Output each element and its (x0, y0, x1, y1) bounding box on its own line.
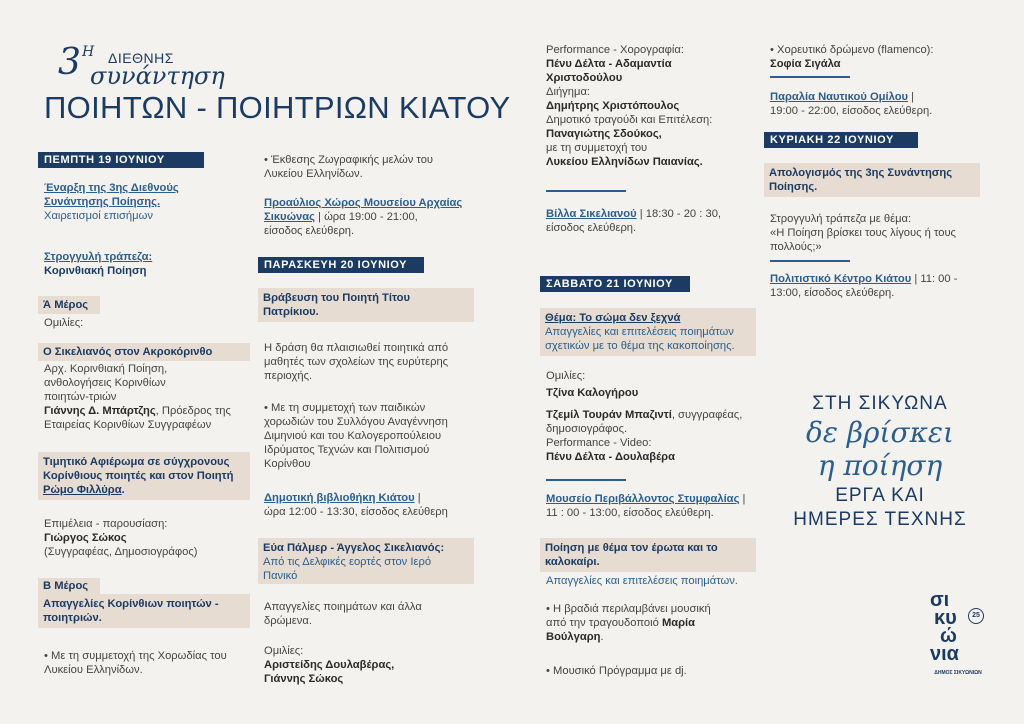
text-line: «Η Ποίηση βρίσκει τους λίγους ή τους (770, 227, 956, 239)
text-line: Performance - Video: (546, 437, 652, 449)
logo-badge (968, 608, 984, 624)
venue-name: Μουσείο Περιβάλλοντος Στυμφαλίας (546, 493, 740, 505)
logo-text: κυ (934, 607, 957, 629)
kids-choir-block (264, 401, 476, 471)
text-line: Διμηνιού και του Καλογεροπούλειου (264, 430, 442, 442)
text-line: πολλούς;» (770, 241, 822, 253)
text-line: | 18:30 - 20 : 30, (636, 208, 722, 220)
text-line: | (414, 492, 421, 504)
sikyonia-logo (928, 590, 988, 686)
part-a-box: Ά Μέρος (38, 296, 100, 314)
text-line: Θέμα: Το σώμα δεν ξεχνά (545, 312, 681, 324)
text-line: Πανικό (263, 570, 298, 582)
round-table-block (44, 250, 244, 278)
text-line: είσοδος ελεύθερη. (546, 222, 637, 234)
sunday-round-block (770, 212, 990, 254)
performer-name: Δημήτρης Χριστόπουλος (546, 100, 680, 112)
opening-title: Έναρξη της 3ης Διεθνούς Συνάντησης Ποίησης. (44, 182, 179, 208)
venue-name: Παραλία Ναυτικού Ομίλου (770, 91, 909, 103)
text-line (264, 210, 474, 224)
day-header-sunday: ΚΥΡΙΑΚΗ 22 ΙΟΥΝΙΟΥ (764, 132, 918, 148)
text-line: • Η βραδιά περιλαμβάνει μουσική (546, 603, 711, 615)
beach-block (770, 90, 990, 118)
text-line: Λυκείου Ελληνίδων. (44, 664, 143, 676)
text-line: χορωδιών του Συλλόγου Αναγέννηση (264, 416, 448, 428)
text-line: • Έκθεσης Ζωγραφικής μελών του (264, 154, 434, 166)
text-line: • Χορευτικό δρώμενο (flamenco): (770, 44, 934, 56)
divider-line (546, 479, 626, 481)
villa-block (546, 207, 758, 235)
text-line: ποιητριών. (43, 612, 102, 624)
text-line: περιοχής. (264, 370, 313, 382)
slogan-line: ΣΤΗ ΣΙΚΥΩΝΑ (812, 393, 948, 414)
divider-line (546, 190, 626, 192)
slogan-script-line: δε βρίσκει (806, 416, 954, 449)
text-line: Ποίησης. (769, 181, 818, 193)
round-table-title: Στρογγυλή τράπεζα: (44, 251, 153, 263)
venue-name: Πολιτιστικό Κέντρο Κιάτου (770, 273, 912, 285)
text-line: Απαγγελίες ποιημάτων και άλλα (264, 601, 422, 613)
text-line: Απολογισμός της 3ης Συνάντησης (769, 167, 953, 179)
text-line: καλοκαίρι. (545, 556, 600, 568)
museum-block (546, 492, 758, 520)
text-line: Κορίνθιους ποιητές και στον Ποιητή (43, 470, 234, 482)
text-line: (Συγγραφέας, Δημοσιογράφος) (44, 546, 198, 558)
text-dot: . (600, 631, 604, 643)
action-block (264, 341, 476, 383)
recitation-block (264, 600, 476, 628)
baratzis-line (44, 404, 254, 418)
text-line (546, 408, 758, 422)
text-line: Η δράση θα πλαισιωθεί ποιητικά από (264, 342, 449, 354)
text-line: Δημοτικό τραγούδι και Επιτέλεση: (546, 114, 713, 126)
text-line: 13:00, είσοδος ελεύθερη. (770, 287, 895, 299)
performer-name: Χριστοδούλου (546, 72, 623, 84)
text-line: Πατρίκιου. (263, 306, 319, 318)
text-line: | 11: 00 - (911, 273, 958, 285)
text-line: Εταιρείας Κορινθίων Συγγραφέων (44, 419, 212, 431)
speakers-block (264, 644, 476, 686)
text-line (770, 90, 990, 104)
text-line: Ομιλίες: (546, 370, 586, 382)
text-line: Επιμέλεια - παρουσίαση: (44, 518, 168, 530)
text-line: Ιδρύματος Τεχνών και Πολιτισμού (264, 444, 430, 456)
award-box (258, 288, 474, 322)
curation-block (44, 517, 254, 559)
text-line: Απαγγελίες και επιτελέσεις ποιημάτων (545, 326, 734, 338)
text-line: μαθητές των σχολείων της ευρύτερης (264, 356, 449, 368)
text-line: ανθολογήσεις Κορινθίων (44, 377, 166, 389)
text-line: , Πρόεδρος της (155, 405, 231, 417)
text-line: Απαγγελίες Κορίνθιων ποιητών - (43, 598, 219, 610)
text-line: | (908, 91, 915, 103)
text-line: | (739, 493, 746, 505)
review-box (764, 163, 980, 197)
text-line (546, 616, 758, 630)
text-line (546, 630, 758, 644)
love-box (540, 538, 756, 572)
library-block (264, 491, 476, 519)
text-line: Βράβευση του Ποιητή Τίτου (263, 292, 411, 304)
text-line (546, 492, 758, 506)
title-num: 3 (58, 42, 81, 83)
text-line: με τη συμμετοχή του (546, 142, 648, 154)
speaker-name: Τζίνα Καλογήρου (546, 387, 639, 399)
text-line (546, 207, 758, 221)
venue-name: Σικυώνας (264, 211, 315, 223)
logo-text: ώ (940, 625, 957, 647)
speaker-name: Τζεμίλ Τουράν Μπαζιντί (546, 409, 672, 421)
text-line: από την τραγουδοποιό (546, 617, 659, 629)
text-line: σχετικών με το θέμα της κακοποίησης. (545, 340, 735, 352)
text-dot: . (121, 484, 125, 496)
singer-name: Βούλγαρη (546, 631, 601, 643)
text-line (264, 491, 476, 505)
text-line: Λυκείου Ελληνίδων. (264, 168, 363, 180)
title-diethnis: ΔΙΕΘΝΗΣ (108, 50, 174, 66)
eva-box (258, 538, 474, 584)
text-line: 11 : 00 - 13:00, είσοδος ελεύθερη. (546, 507, 714, 519)
logo-text: σι (930, 589, 950, 611)
part-b-box (38, 594, 250, 628)
title-sup: Η (82, 44, 95, 60)
text-line: Ποίηση με θέμα τον έρωτα και το (545, 542, 718, 554)
venue-name: Βίλλα Σικελιανού (546, 208, 637, 220)
logo-text: νια (930, 643, 959, 665)
text-line: δρώμενα. (264, 615, 312, 627)
text-line: Διήγημα: (546, 86, 591, 98)
text-line: • Με τη συμμετοχή της Χορωδίας του (44, 650, 227, 662)
venue-name: Δημοτική βιβλιοθήκη Κιάτου (264, 492, 415, 504)
text-line: Τιμητικό Αφιέρωμα σε σύγχρονους (43, 456, 230, 468)
divider-line (770, 76, 850, 78)
round-table-sub: Κορινθιακή Ποίηση (44, 265, 147, 277)
text-line: • Με τη συμμετοχή των παιδικών (264, 402, 426, 414)
text-line: ώρα 12:00 - 13:30, είσοδος ελεύθερη (264, 506, 448, 518)
slogan-script-line: η ποίηση (817, 449, 943, 482)
badge-text: 25 (972, 612, 980, 619)
performer-name: Πένυ Δέλτα - Αδαμαντία (546, 58, 672, 70)
page-title: ΠΟΙΗΤΩΝ - ΠΟΙΗΤΡΙΩΝ ΚΙΑΤΟΥ (44, 90, 511, 125)
speaker-name: Γιάννης Σώκος (264, 673, 344, 685)
slogan (770, 392, 990, 532)
text-line (770, 272, 990, 286)
performer-name: Λυκείου Ελληνίδων Παιανίας. (546, 156, 703, 168)
text-line (43, 483, 245, 497)
day-header-friday: ΠΑΡΑΣΚΕΥΗ 20 ΙΟΥΝΙΟΥ (258, 257, 424, 273)
love-sub: Απαγγελίες και επιτελέσεις ποιημάτων. (546, 575, 738, 587)
performer-name: Σοφία Σιγάλα (770, 58, 841, 70)
dj-line: • Μουσικό Πρόγραμμα με dj. (546, 665, 687, 677)
center-block (770, 272, 990, 300)
choir-block (44, 649, 254, 677)
speaker-name: Γιάννης Δ. Μπάρτζης (44, 405, 156, 417)
performer-name: Παναγιώτης Σδούκος, (546, 128, 662, 140)
opening-sub: Χαιρετισμοί επισήμων (44, 210, 153, 222)
sikelianos-details (44, 362, 254, 432)
divider-line (770, 260, 850, 262)
text-line: ποιητών-τριών (44, 391, 117, 403)
opening-block (44, 181, 244, 223)
venue-block (264, 196, 474, 238)
text-line: 19:00 - 22:00, είσοδος ελεύθερη. (770, 105, 933, 117)
tribute-box (38, 452, 250, 500)
venue-name: Προαύλιος Χώρος Μουσείου Αρχαίας (264, 197, 463, 209)
slogan-line: ΗΜΕΡΕΣ ΤΕΧΝΗΣ (793, 509, 967, 530)
saturday-speakers-block (546, 369, 758, 464)
expo-block (264, 153, 474, 181)
text-line: Στρογγυλή τράπεζα με θέμα: (770, 213, 912, 225)
performance-block (546, 43, 758, 169)
night-block (546, 602, 758, 644)
slogan-line: ΕΡΓΑ ΚΑΙ (835, 485, 925, 506)
title-synantisi: συνάντηση (90, 62, 225, 90)
text-line: Performance - Χορογραφία: (546, 44, 684, 56)
speaker-name: Αριστείδης Δουλαβέρας, (264, 659, 395, 671)
day-header-thursday: ΠΕΜΠΤΗ 19 ΙΟΥΝΙΟΥ (38, 152, 204, 168)
flamenco-block (770, 43, 990, 71)
text-line: Κορίνθου (264, 458, 311, 470)
theme-box (540, 308, 756, 356)
poet-name: Ρώμο Φιλλύρα (43, 484, 122, 496)
singer-name: Μαρία (661, 617, 696, 629)
text-line: δημοσιογράφος. (546, 423, 628, 435)
text-line: Από τις Δελφικές εορτές στον Ιερό (263, 556, 432, 568)
text-line: είσοδος ελεύθερη. (264, 225, 355, 237)
text-line: , συγγραφέας, (671, 409, 743, 421)
title-number (58, 44, 81, 81)
logo-municipality: ΔΗΜΟΣ ΣΙΚΥΩΝΙΩΝ (934, 670, 982, 676)
day-header-saturday: ΣΑΒΒΑΤΟ 21 ΙΟΥΝΙΟΥ (540, 276, 690, 292)
part-b-label: Β Μέρος (38, 578, 100, 594)
text-line: Εύα Πάλμερ - Άγγελος Σικελιανός: (263, 542, 445, 554)
sikelianos-box: Ο Σικελιανός στον Ακροκόρινθο (38, 343, 250, 361)
text-line: Ομιλίες: (264, 645, 304, 657)
part-a-speeches: Ομιλίες: (44, 317, 84, 329)
text-line: Αρχ. Κορινθιακή Ποίηση, (44, 363, 168, 375)
performer-name: Πένυ Δέλτα - Δουλαβέρα (546, 451, 675, 463)
text-line: | ώρα 19:00 - 21:00, (314, 211, 418, 223)
curator-name: Γιώργος Σώκος (44, 532, 127, 544)
